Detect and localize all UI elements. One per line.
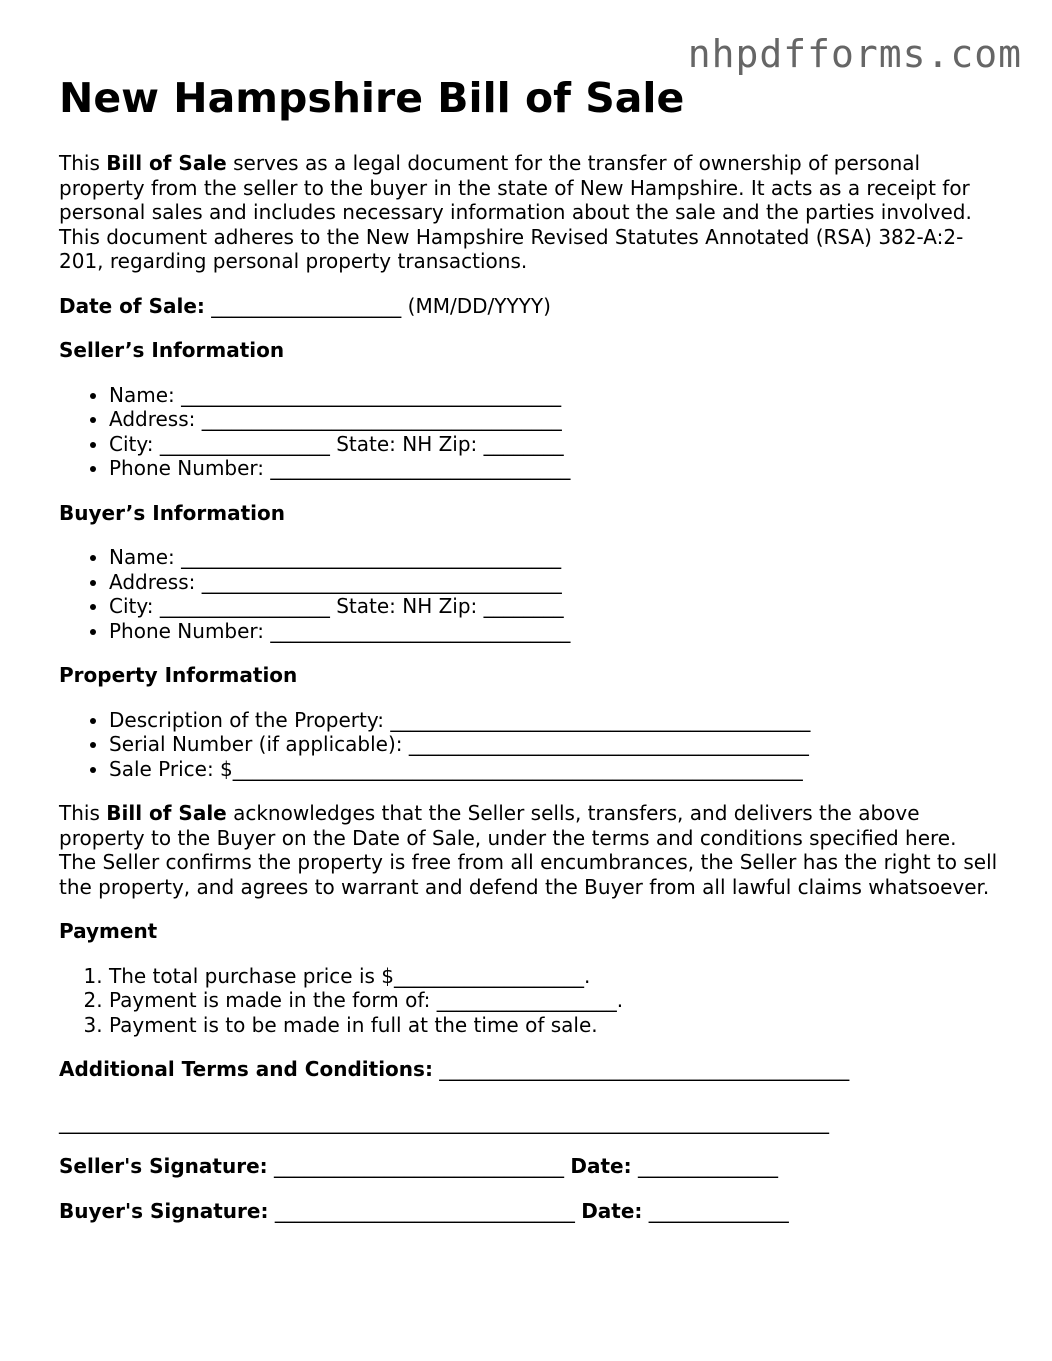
buyer-signature-field[interactable]: ______________________________ <box>268 1198 582 1223</box>
seller-signature-date-label: Date: <box>570 1154 632 1179</box>
buyer-list <box>59 545 999 643</box>
document-page <box>59 74 999 1243</box>
additional-terms-continuation[interactable]: _____________________________________________________________________________ <box>59 1109 829 1134</box>
property-list <box>59 708 999 782</box>
seller-signature-line <box>59 1154 999 1179</box>
property-serial-field[interactable]: • Serial Number (if applicable): ________________________________________ <box>109 732 999 757</box>
date-of-sale-line <box>59 294 999 319</box>
ack-bold: Bill of Sale <box>106 801 227 826</box>
seller-name-field[interactable]: • Name: ______________________________________ <box>109 383 999 408</box>
payment-list <box>59 964 999 1038</box>
additional-terms-line <box>59 1057 999 1082</box>
seller-city-state-zip-field[interactable]: • City: _________________ State: NH Zip: ________ <box>109 432 999 457</box>
intro-bold: Bill of Sale <box>106 151 227 176</box>
page-title: New Hampshire Bill of Sale <box>59 74 685 122</box>
additional-terms-field[interactable]: _________________________________________ <box>432 1057 850 1082</box>
seller-signature-date-field[interactable]: ______________ <box>631 1154 778 1179</box>
seller-signature-field[interactable]: _____________________________ <box>267 1154 571 1179</box>
intro-pre: This <box>59 151 107 176</box>
buyer-address-field[interactable]: • Address: ____________________________________ <box>109 570 999 595</box>
acknowledgment-paragraph <box>59 801 999 899</box>
date-of-sale-label: Date of Sale: <box>59 293 205 318</box>
date-of-sale-field[interactable]: ___________________ (MM/DD/YYYY) <box>204 293 551 318</box>
intro-paragraph <box>59 151 999 274</box>
buyer-city-state-zip-field[interactable]: • City: _________________ State: NH Zip: ________ <box>109 594 999 619</box>
buyer-phone-field[interactable]: • Phone Number: ______________________________ <box>109 619 999 644</box>
buyer-signature-line <box>59 1199 999 1224</box>
seller-list <box>59 383 999 481</box>
additional-terms-label: Additional Terms and Conditions: <box>59 1057 433 1082</box>
buyer-signature-date-label: Date: <box>581 1198 643 1223</box>
property-sale-price-field[interactable]: • Sale Price: $_________________________________________________________ <box>109 757 999 782</box>
property-heading: Property Information <box>59 663 298 688</box>
payment-form-field[interactable]: 2. Payment is made in the form of: __________________. <box>109 988 999 1013</box>
ack-post: acknowledges that the Seller sells, transfers, and delivers the above property to the Buyer on the Date of Sale, under the terms and conditions specified here. The Seller confirms the property is free from all encumbrances, the Seller has the right to sell the property, and agrees to warrant and defend the Buyer from all lawful claims whatsoever. <box>59 801 998 899</box>
seller-phone-field[interactable]: • Phone Number: ______________________________ <box>109 456 999 481</box>
intro-post: serves as a legal document for the transfer of ownership of personal property from the seller to the buyer in the state of New Hampshire. It acts as a receipt for personal sales and includes necessary information about the sale and the parties involved. This document adheres to the New Hampshire Revised Statutes Annotated (RSA) 382-A:2-201, regarding personal property transactions. <box>59 151 972 274</box>
buyer-name-field[interactable]: • Name: ______________________________________ <box>109 545 999 570</box>
payment-total-field[interactable]: 1. The total purchase price is $___________________. <box>109 964 999 989</box>
seller-signature-label: Seller's Signature: <box>59 1154 268 1179</box>
watermark: nhpdfforms.com <box>687 32 1022 76</box>
buyer-signature-date-field[interactable]: ______________ <box>642 1198 789 1223</box>
buyer-signature-label: Buyer's Signature: <box>59 1198 269 1223</box>
seller-heading: Seller’s Information <box>59 338 285 363</box>
payment-terms-item: 3. Payment is to be made in full at the time of sale. <box>109 1013 999 1038</box>
payment-heading: Payment <box>59 919 158 944</box>
buyer-heading: Buyer’s Information <box>59 500 285 525</box>
ack-pre: This <box>59 801 107 826</box>
property-description-field[interactable]: • Description of the Property: __________________________________________ <box>109 708 999 733</box>
seller-address-field[interactable]: • Address: ____________________________________ <box>109 407 999 432</box>
